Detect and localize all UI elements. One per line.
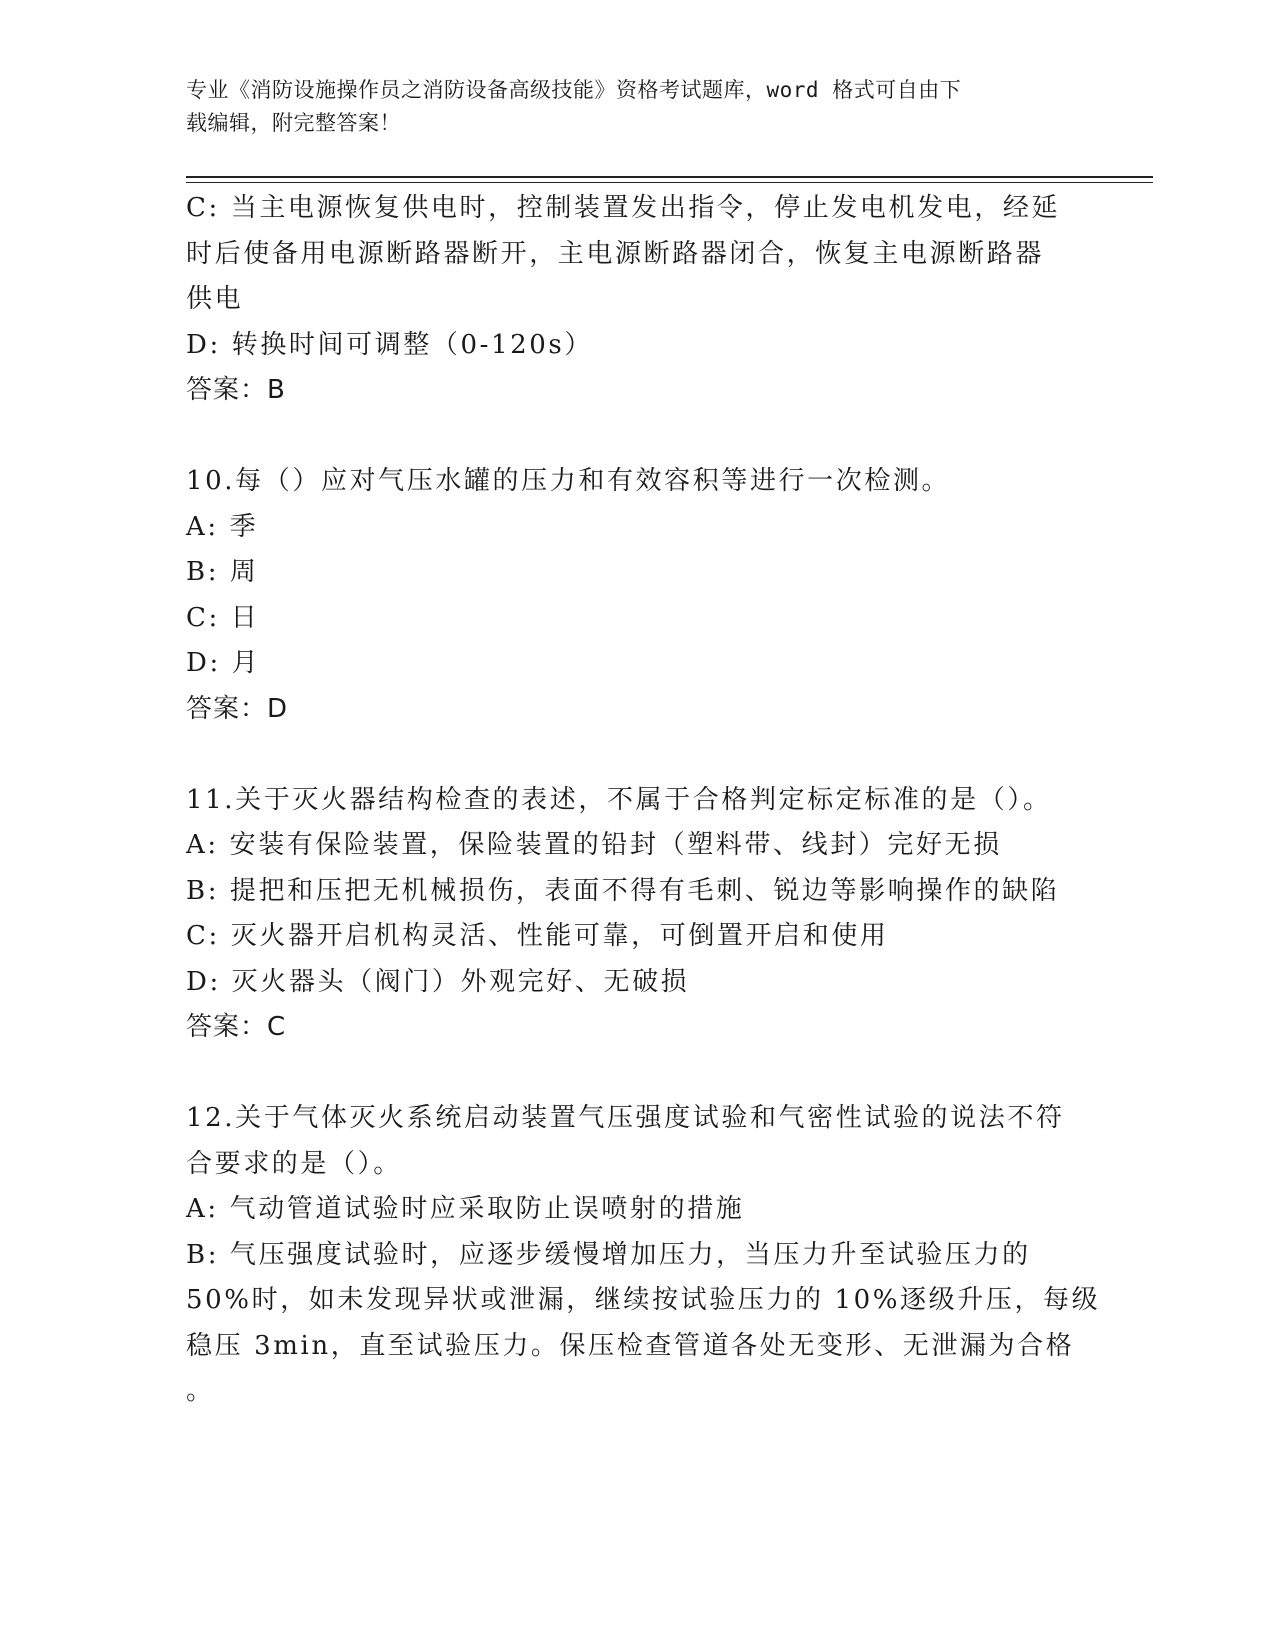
option-line: 。 [186, 1376, 215, 1406]
option-line: B: 周 [186, 557, 259, 587]
option-line: 供电 [186, 284, 244, 314]
question-stem: 合要求的是（）。 [186, 1148, 402, 1179]
question-stem: 11.关于灭火器结构检查的表述，不属于合格判定标定标准的是（）。 [186, 784, 1052, 815]
option-line: C: 灭火器开启机构灵活、性能可靠，可倒置开启和使用 [186, 921, 889, 951]
option-line: 50%时，如未发现异状或泄漏，继续按试验压力的 10%逐级升压，每级 [186, 1285, 1101, 1315]
header-divider-thick [186, 176, 1153, 178]
block-spacer [186, 1051, 1086, 1097]
block-spacer [186, 732, 1086, 778]
option-line: C: 当主电源恢复供电时，控制装置发出指令，停止发电机发电，经延 [186, 193, 1061, 223]
option-line: B: 提把和压把无机械损伤，表面不得有毛刺、锐边等影响操作的缺陷 [186, 875, 1060, 906]
answer-line: 答案：B [186, 375, 286, 405]
document-header [186, 74, 1066, 140]
header-line: 载编辑，附完整答案！ [186, 111, 401, 135]
option-line: 稳压 3min，直至试验压力。保压检查管道各处无变形、无泄漏为合格 [186, 1330, 1075, 1361]
option-line: A: 气动管道试验时应采取防止误喷射的措施 [186, 1194, 745, 1224]
question-content [186, 186, 1101, 1415]
question-stem: 10.每（）应对气压水罐的压力和有效容积等进行一次检测。 [186, 466, 951, 496]
option-line: A: 季 [186, 511, 259, 542]
question-block [186, 186, 1086, 414]
answer-line: 答案：C [186, 1012, 287, 1042]
question-block [186, 778, 1086, 1051]
option-line: B: 气压强度试验时，应逐步缓慢增加压力，当压力升至试验压力的 [186, 1239, 1031, 1270]
answer-line: 答案：D [186, 693, 289, 724]
question-block [186, 459, 1086, 732]
option-line: D: 灭火器头（阀门）外观完好、无破损 [186, 966, 690, 997]
question-stem: 12.关于气体灭火系统启动装置气压强度试验和气密性试验的说法不符 [186, 1103, 1065, 1133]
header-line: 专业《消防设施操作员之消防设备高级技能》资格考试题库，word 格式可自由下 [186, 78, 962, 102]
option-line: D: 月 [186, 648, 261, 678]
question-block [186, 1096, 1101, 1415]
option-line: D: 转换时间可调整（0-120s） [186, 329, 593, 360]
option-line: C: 日 [186, 602, 260, 633]
block-spacer [186, 414, 1086, 460]
header-divider-thin [186, 182, 1153, 183]
option-line: 时后使备用电源断路器断开，主电源断路器闭合，恢复主电源断路器 [186, 238, 1045, 269]
option-line: A: 安装有保险装置，保险装置的铅封（塑料带、线封）完好无损 [186, 830, 1002, 860]
